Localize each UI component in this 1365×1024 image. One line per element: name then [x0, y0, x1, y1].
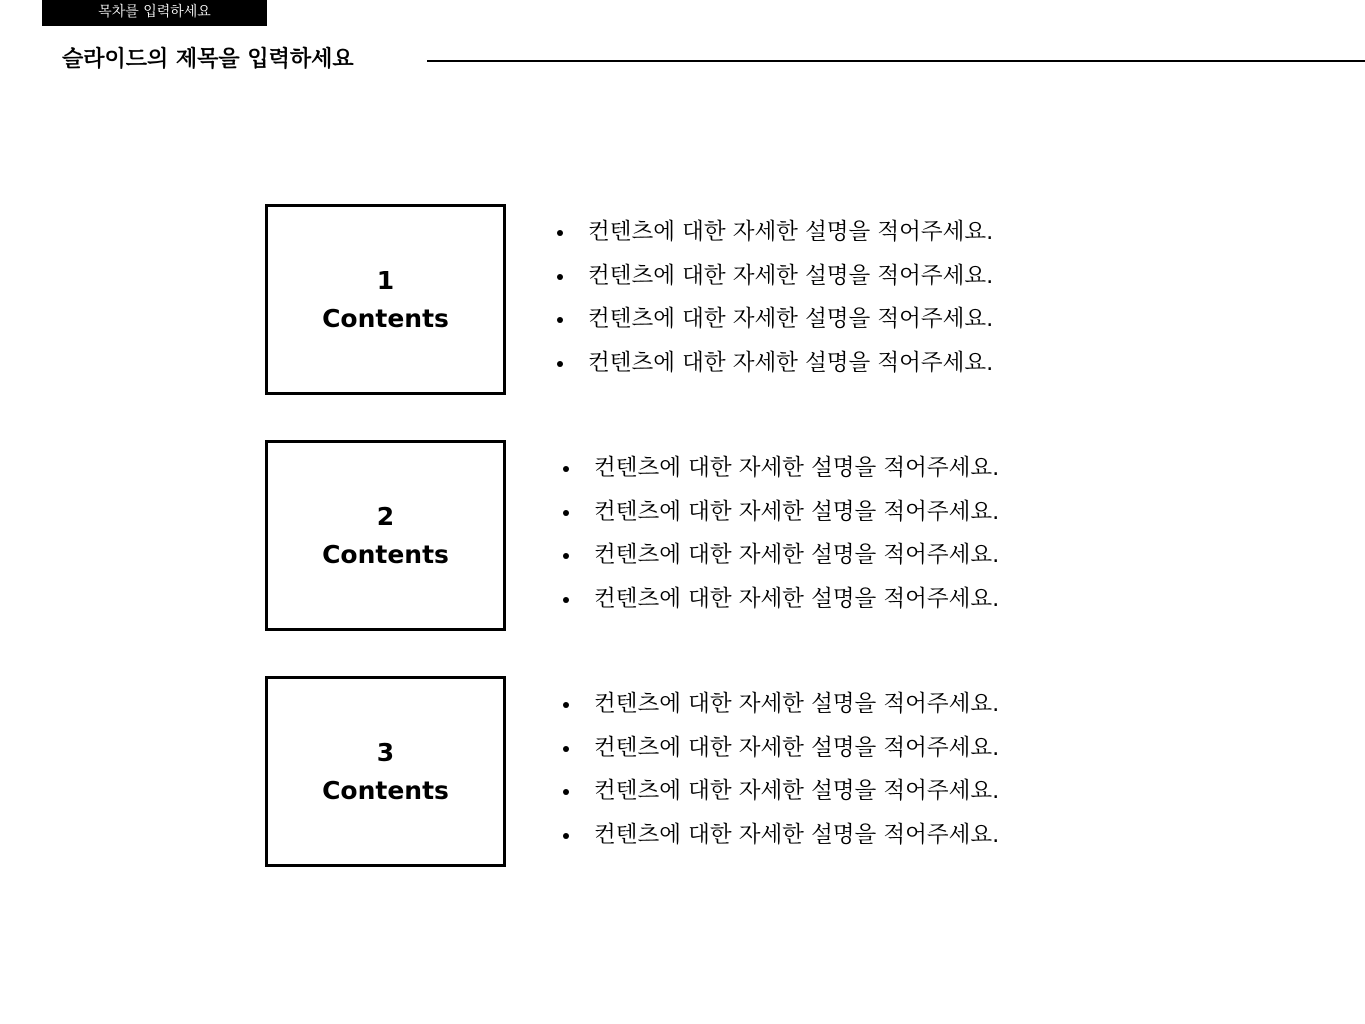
bullet-list-3 [561, 683, 999, 857]
bullet-dot-icon [563, 553, 569, 559]
bullet-text: 컨텐츠에 대한 자세한 설명을 적어주세요. [594, 778, 1000, 804]
bullet-text: 컨텐츠에 대한 자세한 설명을 적어주세요. [588, 262, 994, 289]
content-box-2 [265, 440, 506, 631]
bullet-text: 컨텐츠에 대한 자세한 설명을 적어주세요. [594, 585, 1000, 612]
list-item [561, 770, 999, 814]
list-item [561, 683, 999, 727]
content-section-1 [265, 204, 1065, 394]
content-label: Contents [322, 539, 449, 569]
bullet-dot-icon [563, 833, 569, 839]
bullet-dot-icon [557, 361, 563, 367]
slide-title: 슬라이드의 제목을 입력하세요 [62, 47, 354, 72]
bullet-dot-icon [557, 274, 563, 280]
list-item [561, 447, 999, 491]
bullet-list-1 [555, 211, 993, 385]
content-box-3 [265, 676, 506, 867]
content-label: Contents [322, 303, 449, 333]
content-number: 2 [376, 501, 395, 531]
toc-label: 목차를 입력하세요 [42, 0, 267, 26]
list-item [555, 211, 993, 255]
bullet-text: 컨텐츠에 대한 자세한 설명을 적어주세요. [594, 542, 1000, 568]
list-item [561, 814, 999, 858]
content-number: 3 [376, 737, 395, 767]
bullet-text: 컨텐츠에 대한 자세한 설명을 적어주세요. [588, 349, 994, 376]
bullet-text: 컨텐츠에 대한 자세한 설명을 적어주세요. [588, 219, 994, 245]
list-item [561, 534, 999, 578]
list-item [561, 578, 999, 622]
content-label: Contents [322, 775, 449, 805]
bullet-list-2 [561, 447, 999, 621]
bullet-text: 컨텐츠에 대한 자세한 설명을 적어주세요. [588, 306, 994, 332]
bullet-dot-icon [563, 702, 569, 708]
list-item [561, 491, 999, 535]
bullet-dot-icon [563, 746, 569, 752]
bullet-text: 컨텐츠에 대한 자세한 설명을 적어주세요. [594, 498, 1000, 525]
bullet-text: 컨텐츠에 대한 자세한 설명을 적어주세요. [594, 691, 1000, 717]
content-number: 1 [376, 265, 395, 295]
bullet-dot-icon [557, 317, 563, 323]
title-divider [427, 60, 1365, 62]
list-item [561, 727, 999, 771]
bullet-dot-icon [557, 230, 563, 236]
content-box-1 [265, 204, 506, 395]
bullet-text: 컨텐츠에 대한 자세한 설명을 적어주세요. [594, 455, 1000, 481]
bullet-dot-icon [563, 466, 569, 472]
list-item [555, 298, 993, 342]
bullet-text: 컨텐츠에 대한 자세한 설명을 적어주세요. [594, 821, 1000, 848]
bullet-text: 컨텐츠에 대한 자세한 설명을 적어주세요. [594, 734, 1000, 761]
list-item [555, 255, 993, 299]
content-section-2 [265, 440, 1065, 630]
bullet-dot-icon [563, 789, 569, 795]
content-section-3 [265, 676, 1065, 866]
bullet-dot-icon [563, 597, 569, 603]
list-item [555, 342, 993, 386]
bullet-dot-icon [563, 510, 569, 516]
